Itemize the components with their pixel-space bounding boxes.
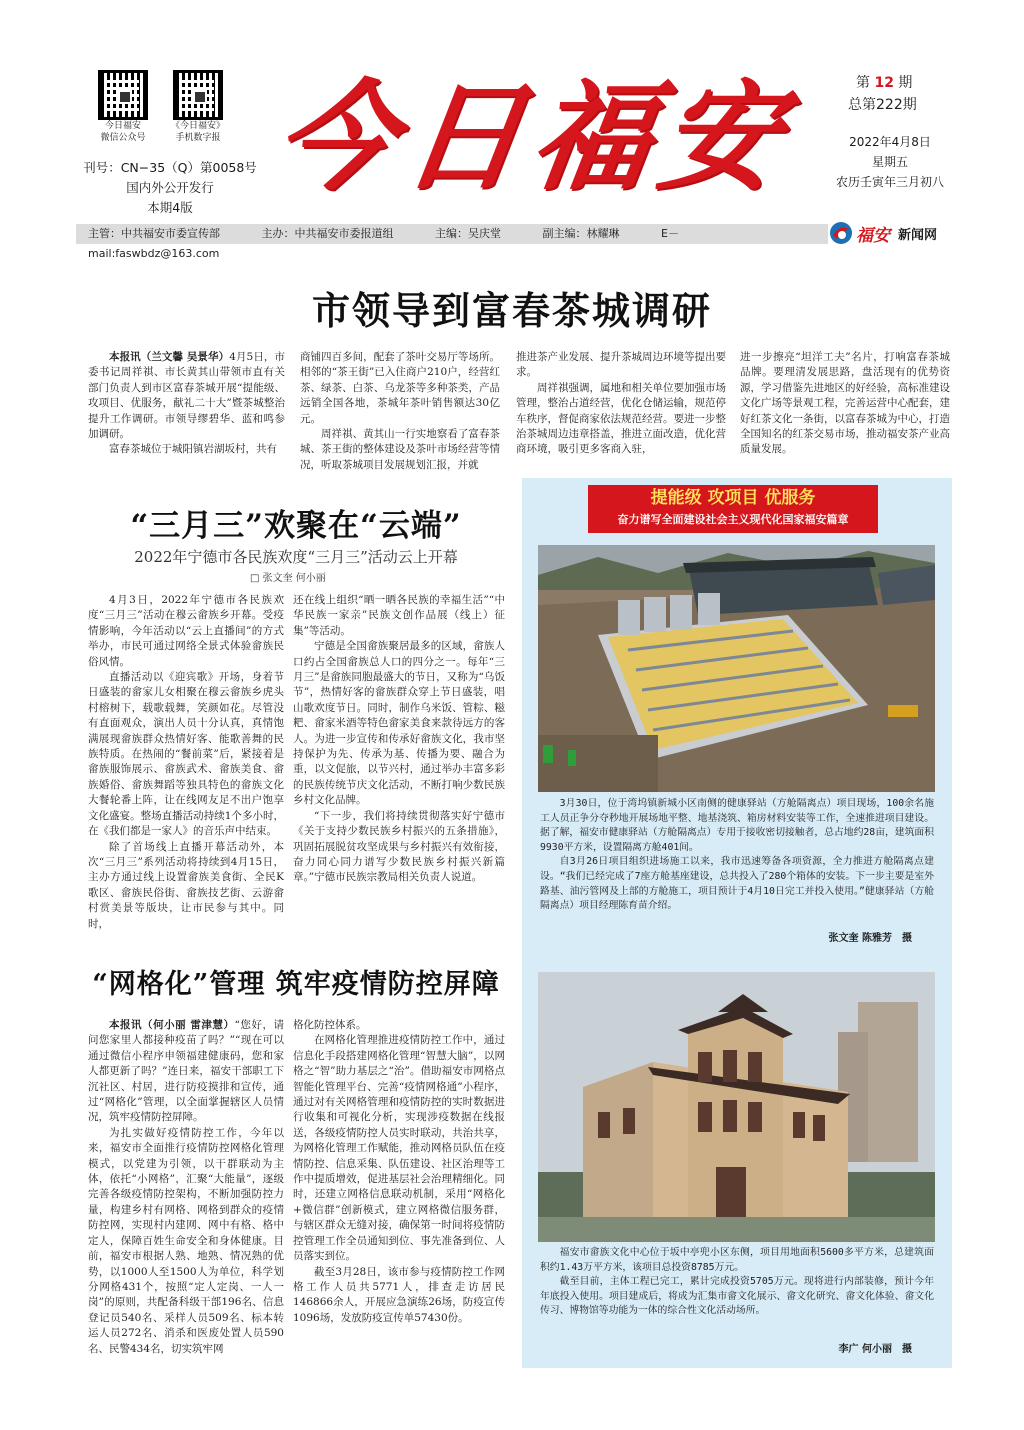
deputy-editor: 副主编：林耀琳	[542, 227, 620, 240]
grid-column-1: 本报讯（何小丽 雷津慧）“您好，请问您家里人都接种疫苗了吗？”“现在可以通过微信小程序申领福建健康码，您和家人都更新了吗？”连日来，福安干部职工下沉社区、村居，进行防疫摸排和宣传，通过“网格化”管理，以全面掌握辖区人员情况，筑牢疫情防控屏障。 为扎实做好疫情防控工作，今年以来，福安市全面推行疫情防控网格化管理模式，以党建为引领，以干群联动为主体，依托“小网格”，汇聚“大能量”，逐级完善各级疫情防控架构，不断加强防控力量，构建乡村有网格、网格到群众的疫情防控网，实现村内建网、网中有格、格中定人，保障百姓生命安全和身体健康。目前，福安市根据人熟、地熟、情况熟的优势，以1000人至1500人为单位，科学划分网格431个，按照“定人定岗、一人一岗”的原则，共配备科级干部196名、信息登记员540名、采样人员509名、标本转运人员272名、消杀和医废处置人员590名、民警434名，切实筑牢网	[88, 1019, 285, 1355]
email[interactable]: E－mail:faswbdz@163.com	[88, 227, 679, 260]
culture-center-photo[interactable]	[538, 972, 935, 1242]
lead-column-3: 推进茶产业发展、提升茶城周边环境等提出要求。 周祥祺强调，属地和相关单位要加强市场管理，整治占道经营，优化仓储运输，规范停车秩序，督促商家依法规范经营。要进一步整治茶城周边违章搭盖，推进立面改造，优化营商环境，吸引更多客商入驻，	[516, 351, 726, 456]
issue-block	[838, 72, 948, 116]
construction-site-illustration	[538, 545, 935, 792]
distribution: 国内外公开发行	[126, 180, 214, 195]
sanyuesan-subhead: 2022年宁德市各民族欢度“三月三”活动云上开幕	[134, 548, 458, 566]
registration-number: 刊号：CN−35（Q）第0058号	[83, 160, 257, 175]
sanyuesan-column-2: 还在线上组织“晒一晒各民族的幸福生活”“中华民族一家亲”民族文创作品展（线上）征集”等活动。 宁德是全国畲族聚居最多的区域，畲族人口约占全国畲族总人口的四分之一。每年“三月三”是畲族同胞最盛大的节日，又称为“乌饭节”，热情好客的畲族群众穿上节日盛装，唱山歌欢度节日。同时，制作乌米饭、管粽、糍粑、畲家米酒等特色畲家美食来款待远方的客人。为进一步宣传和传承好畲族文化，我市坚持保护为先、传承为基、传播为要、融合为重，以文促旅，以节兴村，通过举办丰富多彩的民族传统节庆文化活动，不断打响少数民族乡村文化品牌。 “下一步，我们将持续贯彻落实好宁德市《关于支持少数民族乡村振兴的五条措施》，巩固拓展脱贫攻坚成果与乡村振兴有效衔接，奋力同心同力谱写少数民族乡村振兴新篇章。”宁德市民族宗教局相关负责人说道。	[293, 594, 505, 884]
lead-column-1: 本报讯（兰文馨 吴景华）4月5日，市委书记周祥祺、市长黄其山带领市直有关部门负责人到市区富春茶城开展“提能级、攻项目、优服务，献礼二十大”暨茶城整治提升工作调研。市领导缪碧华、蓝和鸣参加调研。 富春茶城位于城阳镇岩湖坂村，共有	[88, 351, 285, 456]
total-issue: 总第222期	[848, 97, 917, 113]
logo-script: 福安	[856, 226, 890, 246]
banner-title: 提能级 攻项目 优服务	[650, 488, 816, 508]
lunar-date: 农历壬寅年三月初八	[835, 175, 944, 189]
construction-photo-credit: 张文奎 陈雅芳 摄	[828, 933, 912, 944]
logo-text: 新闻网	[898, 228, 938, 243]
news-site-logo[interactable]	[828, 219, 953, 247]
fuan-logo-icon	[828, 220, 854, 246]
qr-wechat[interactable]	[88, 70, 158, 144]
qr-wechat-caption: 今日福安 微信公众号	[100, 121, 146, 143]
grid-headline: “网格化”管理 筑牢疫情防控屏障	[92, 969, 500, 1000]
date-block	[820, 132, 960, 192]
weekday: 星期五	[871, 155, 908, 169]
qr-code-icon	[98, 70, 148, 120]
qr-digital-caption: 《今日福安》 手机数字报	[170, 121, 225, 143]
page-count: 本期4版	[147, 200, 193, 215]
sanyuesan-byline: □ 张文奎 何小丽	[250, 573, 326, 584]
lead-column-2: 商铺四百多间，配套了茶叶交易厅等场所。相邻的“茶王街”已入住商户210户，经营红茶、绿茶、白茶、乌龙茶等多种茶类，产品远销全国各地，茶城年茶叶销售额达30亿元。 周祥祺、黄其山一行实地察看了富春茶城、茶王街的整体建设及茶叶市场经营等情况，听取茶城项目发展规划汇报，并就	[300, 351, 500, 471]
construction-caption: 3月30日，位于湾坞镇新城小区南侧的健康驿站（方舱隔离点）项目现场，100余名施工人员正争分夺秒地开展场地平整、地基浇筑、箱房材料安装等工作，全速推进项目建设。据了解，福安市健康驿站（方舱隔离点）专用于接收密切接触者，总占地约28亩，建筑面积9930平方米，设置隔离方舱401间。 自3月26日项目组织进场施工以来，我市迅速筹备各项资源，全力推进方舱隔离点建设。“我们已经完成了7座方舱基座建设，总共投入了280个箱体的安装。下一步主要是室外路基、油污管网及上部的方舱施工，项目预计于4月10日完工并投入使用。”健康驿站（方舱隔离点）项目经理陈育苗介绍。	[540, 798, 934, 912]
banner-subtitle: 奋力谱写全面建设社会主义现代化国家福安篇章	[617, 513, 849, 526]
qr-digital-paper[interactable]	[163, 70, 233, 144]
sponsor: 主管：中共福安市委宣传部	[88, 227, 220, 240]
culture-center-photo-credit: 李广 何小丽 摄	[838, 1344, 912, 1355]
feature-banner	[588, 485, 878, 533]
sanyuesan-headline: “三月三”欢聚在“云端”	[130, 508, 462, 544]
culture-center-caption: 福安市畲族文化中心位于坂中亭兜小区东侧，项目用地面积5600多平方米，总建筑面积约1.43万平方米，该项目总投资8785万元。 截至目前，主体工程已完工，累计完成投资5705万元。现将进行内部装修，预计今年年底投入使用。项目建成后，将成为汇集市畲文化展示、畲文化研究、畲文化体验、畲文化传习、博物馆等功能为一体的综合性文化活动场所。	[540, 1247, 934, 1317]
publish-date: 2022年4月8日	[849, 135, 931, 149]
lead-headline: 市领导到富春茶城调研	[311, 289, 712, 333]
chief-editor: 主编：吴庆堂	[435, 227, 501, 240]
qr-code-icon	[173, 70, 223, 120]
construction-photo[interactable]	[538, 545, 935, 792]
lead-column-4: 进一步擦亮“坦洋工夫”名片，打响富春茶城品牌。要理清发展思路，盘活现有的优势资源，学习借鉴先进地区的好经验，高标准建设文化广场等景观工程，完善运营中心配套，建好红茶文化一条街，以富春茶城为中心，打造全国知名的红茶交易市场，推动福安茶产业高质量发展。	[740, 351, 950, 456]
culture-center-illustration	[538, 972, 935, 1242]
issue-number: 第 12 期	[856, 75, 913, 91]
masthead-title: 今日福安	[267, 67, 799, 206]
info-bar	[76, 224, 828, 260]
registration-block	[80, 158, 260, 218]
sanyuesan-column-1: 4月3日，2022年宁德市各民族欢度“三月三”活动在穆云畲族乡开幕。受疫情影响，今年活动以“云上直播间”的方式举办，市民可通过网络全景式体验畲族民俗风情。 直播活动以《迎宾歌》开场，身着节日盛装的畲家儿女相聚在穆云畲族乡虎头村榕树下，载歌载舞，笑颜如花。尽管没有直面观众，演出人员十分认真，真情饱满展现畲族群众热情好客、能歌善舞的民族特质。在热闹的“餐前菜”后，紧接着是畲族服饰展示、畲族武术、畲族美食、畲族婚俗、畲族舞蹈等独具特色的畲族文化大餐轮番上阵，让在线网友足不出户饱享文化盛宴。整场直播活动持续1个多小时，在《我们都是一家人》的音乐声中结束。 除了首场线上直播开幕活动外，本次“三月三”系列活动将持续到4月15日，主办方通过线上设置畲族美食街、全民K歌区、畲族民俗街、畲族技艺街、云游畲村赏美景等版块，让市民参与其中。同时，	[88, 594, 284, 930]
grid-column-2: 格化防控体系。 在网格化管理推进疫情防控工作中，通过信息化手段搭建网格化管理“智慧大脑”，以网格之“智”助力基层之“治”。借助福安市网格点智能化管理平台、完善“疫情网格通”小程序，通过对有关网格管理和疫情防控的实时数据进行收集和可视化分析，实现涉疫数据在线报送，各级疫情防控人员实时联动，共治共享，为网格化管理工作赋能，推动网格员队伍在疫情防控、信息采集、队伍建设、社区治理等工作中提质增效，促进基层社会治理精细化。同时，还建立网格信息联动机制，采用“网格化+微信群”创新模式，建立网格微信服务群，与辖区群众无缝对接，确保第一时间将疫情防控管理工作全员通知到位、事先准备到位、人员落实到位。 截至3月28日，该市参与疫情防控工作网格工作人员共5771人，排查走访居民146866余人，开展应急演练26场，防疫宣传1096场，发放防疫宣传单57430份。	[293, 1019, 505, 1324]
host: 主办：中共福安市委报道组	[261, 227, 394, 240]
